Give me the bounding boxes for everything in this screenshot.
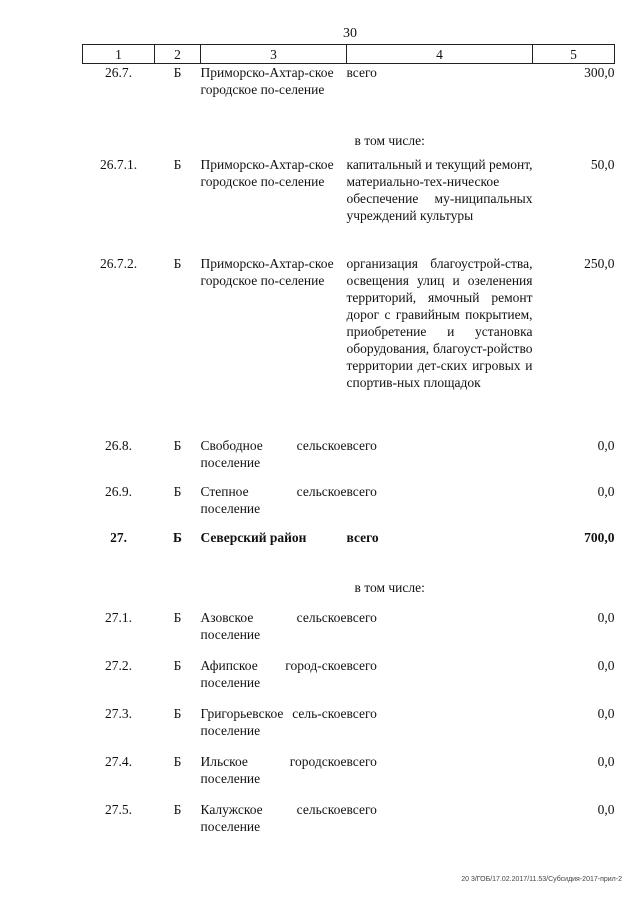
page-number: 30 [343,26,357,41]
table-row [83,705,615,753]
municipality-name: Приморско-Ахтар-ское городское по-селение [200,255,334,288]
purpose-cell: всего [346,437,377,453]
category-cell: Б [173,609,182,625]
amount-cell: 0,0 [597,657,615,673]
table-row [83,609,615,657]
district-row [83,529,615,579]
table-row [83,156,615,255]
category-cell: Б [173,437,182,453]
category-cell: Б [173,657,182,673]
row-number: 27.1. [105,609,132,625]
amount-cell: 0,0 [597,705,615,721]
subsidy-table [82,44,615,849]
category-cell: Б [173,529,182,545]
table-row [83,801,615,849]
subtotal-label-row [83,132,615,156]
amount-cell: 0,0 [597,609,615,625]
municipality-name: Степное сельское поселение [200,483,347,516]
row-number: 26.7.1. [99,156,138,172]
table-row [83,437,615,483]
column-header: 3 [201,45,347,64]
municipality-name: Приморско-Ахтар-ское городское по-селение [200,156,334,189]
amount-cell: 0,0 [597,483,615,499]
purpose-cell: всего [346,529,379,545]
category-cell: Б [173,65,182,80]
row-number: 26.9. [105,483,132,499]
row-number: 27. [110,529,127,545]
footer-code: 20 3/ГОБ/17.02.2017/11.53/Субсидия-2017-прил-2 [461,876,622,883]
purpose-cell: всего [346,753,377,769]
row-number: 27.4. [105,753,132,769]
category-cell: Б [173,705,182,721]
column-header: 5 [533,45,615,64]
municipality-name: Афипское город-ское поселение [200,657,347,690]
amount-cell: 300,0 [584,65,615,80]
amount-cell: 700,0 [584,529,615,545]
table-row [83,64,615,132]
amount-cell: 250,0 [584,255,615,271]
subtotal-label-row [83,579,615,609]
table-body [83,64,615,849]
category-cell: Б [173,483,182,499]
empty-cell [83,132,347,156]
municipality-name: Свободное сельское поселение [200,437,347,470]
in-total-label: в том числе: [354,132,425,148]
municipality-name: Северский район [200,529,307,545]
header-row [83,45,615,64]
row-number: 27.2. [105,657,132,673]
amount-cell: 50,0 [590,156,615,172]
purpose-cell: всего [346,609,377,625]
amount-cell: 0,0 [597,437,615,453]
row-number: 27.5. [105,801,132,817]
amount-cell: 0,0 [597,801,615,817]
empty-cell [83,579,347,609]
row-number: 26.7. [105,65,132,80]
municipality-name: Приморско-Ахтар-ское городское по-селение [200,65,334,97]
category-cell: Б [173,255,182,271]
row-number: 26.7.2. [99,255,138,271]
purpose-cell: всего [346,657,377,673]
table-row [83,753,615,801]
table-row [83,255,615,437]
municipality-name: Григорьевское сель-ское поселение [200,705,347,738]
municipality-name: Ильское городское поселение [200,753,347,786]
purpose-cell: всего [346,705,377,721]
category-cell: Б [173,753,182,769]
municipality-name: Азовское сельское поселение [200,609,347,642]
purpose-cell: организация благоустрой-ства, освещения улиц и озеленения территорий, ямочный ремонт дорог с гравийным покрытием, приобретение и установка оборудования, благоуст-ройство территории дет-ских игровых и спортив-ных площадок [346,255,533,390]
category-cell: Б [173,156,182,172]
in-total-label: в том числе: [354,579,425,595]
amount-cell: 0,0 [597,753,615,769]
column-header: 4 [347,45,533,64]
column-header: 2 [155,45,201,64]
purpose-cell: всего [346,801,377,817]
row-number: 26.8. [105,437,132,453]
purpose-cell: капитальный и текущий ремонт, материально-тех-ническое обеспечение му-ниципальных учреждений культуры [346,156,533,223]
row-number: 27.3. [105,705,132,721]
purpose-cell: всего [346,483,377,499]
table-row [83,657,615,705]
column-header: 1 [83,45,155,64]
category-cell: Б [173,801,182,817]
purpose-cell: всего [346,65,377,80]
table-row [83,483,615,529]
municipality-name: Калужское сельское поселение [200,801,347,834]
